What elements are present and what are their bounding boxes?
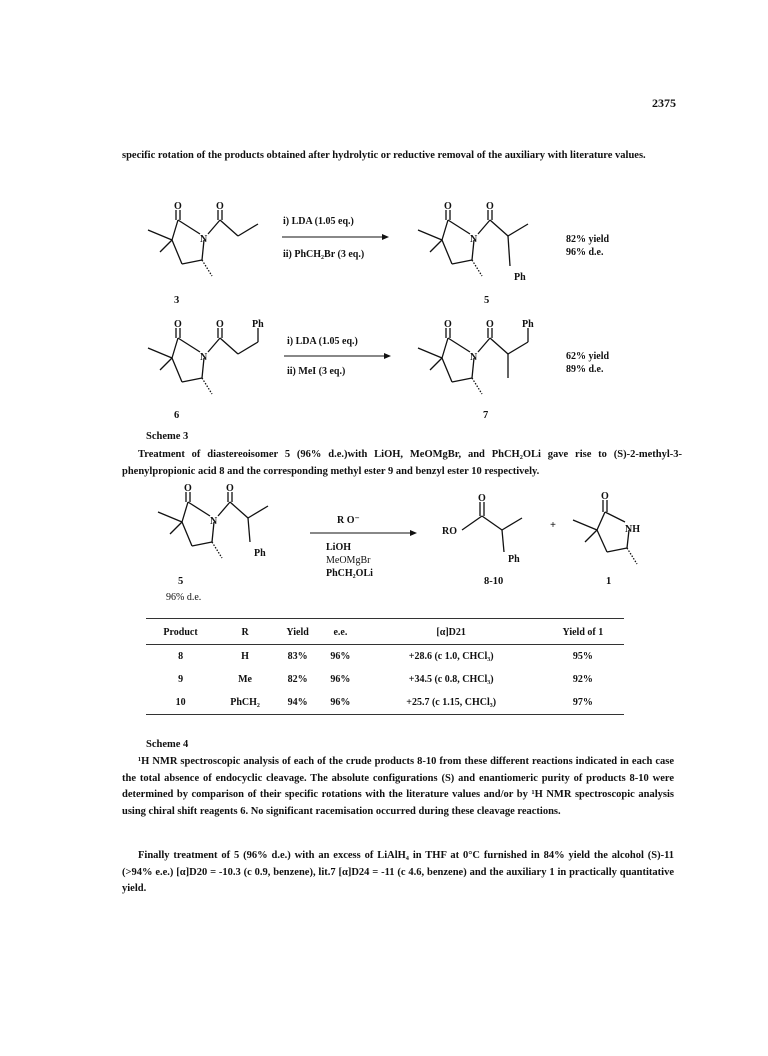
header-yield: Yield	[275, 619, 320, 645]
cell-product: 9	[178, 674, 184, 685]
reaction1-step1: i) LDA (1.05 eq.)	[283, 216, 354, 227]
intro-paragraph: specific rotation of the products obtained after hydrolytic or reductive removal of the auxiliary with literature values.	[122, 150, 646, 161]
atom-n: N	[200, 352, 208, 363]
start-de: 96% d.e.	[166, 592, 202, 603]
reaction1-yield: 82% yield	[566, 234, 610, 245]
table-row	[146, 645, 624, 669]
treatment-text: Treatment of diastereoisomer 5 (96% d.e.)with LiOH, MeOMgBr, and PhCH₂OLi gave rise to (S)-2-methyl-3-phenylpropionic acid 8 and the corresponding methyl ester 9 and benzyl ester 10 respectively.	[122, 449, 682, 477]
atom-o: O	[216, 319, 224, 330]
header-r: R	[215, 619, 275, 645]
reaction2-yield: 62% yield	[566, 351, 610, 362]
final-paragraph	[122, 848, 674, 898]
cell-ee: 96%	[320, 691, 360, 715]
atom-o: O	[174, 319, 182, 330]
cell-rotation: +25.7 (c 1.15, CHCl₃)	[361, 691, 542, 715]
compound-5-structure	[410, 200, 550, 300]
table-header-row	[146, 619, 624, 645]
cell-yield-of-1: 92%	[572, 674, 593, 685]
nmr-text: ¹H NMR spectroscopic analysis of each of the crude products 8-10 from these different reactions indicated in each case the total absence of endocyclic cleavage. The absolute configurations (S) and enantiomeric purity of products 8-10 were determined by comparison of their specific rotations with the literature values and/or by ¹H NMR spectroscopic analysis using chiral shift reagents 6. No significant racemisation occurred during these cleavage reactions.	[122, 756, 674, 817]
cell-rotation: +34.5 (c 0.8, CHCl₃)	[408, 674, 494, 685]
atom-n: N	[470, 352, 478, 363]
cell-r: Me	[238, 674, 252, 685]
atom-o: O	[444, 319, 452, 330]
header-ee: e.e.	[320, 619, 360, 645]
cell-ee: 96%	[330, 674, 351, 685]
cell-product: 8	[178, 651, 184, 662]
product-label-8-10: 8-10	[484, 576, 504, 587]
compound-label-5: 5	[484, 295, 490, 306]
atom-o: O	[216, 201, 224, 212]
page-number: 2375	[652, 96, 676, 110]
reagent-lioh: LiOH	[326, 542, 352, 553]
cell-rotation: +28.6 (c 1.0, CHCl₃)	[408, 651, 494, 662]
atom-ph: Ph	[254, 548, 266, 559]
cell-ee: 96%	[330, 651, 351, 662]
atom-ph: Ph	[514, 272, 526, 283]
cell-yield-of-1: 97%	[542, 691, 624, 715]
reaction1-arrow	[282, 232, 390, 242]
atom-o: O	[184, 483, 192, 494]
cell-yield: 94%	[275, 691, 320, 715]
atom-o: O	[601, 491, 609, 502]
atom-o: O	[174, 201, 182, 212]
atom-o: O	[478, 493, 486, 504]
reaction1-de: 96% d.e.	[566, 247, 604, 258]
reaction1-step2: ii) PhCH₂Br (3 eq.)	[283, 249, 365, 260]
compound-label-3: 3	[174, 295, 180, 306]
cell-yield: 82%	[287, 674, 308, 685]
atom-nh: NH	[625, 524, 640, 535]
atom-o: O	[444, 201, 452, 212]
cell-product: 10	[146, 691, 215, 715]
auxiliary-label-1: 1	[606, 576, 612, 587]
reagent-phch2oli: PhCH₂OLi	[326, 568, 373, 579]
plus-sign: +	[550, 520, 556, 531]
header-product: Product	[146, 619, 215, 645]
table-row	[146, 691, 624, 715]
reaction2-step2: ii) MeI (3 eq.)	[287, 366, 346, 377]
compound-label-6: 6	[174, 410, 180, 421]
reaction2-step1: i) LDA (1.05 eq.)	[287, 336, 358, 347]
reaction2-arrow	[284, 351, 392, 361]
products-8-10-structure	[440, 490, 550, 570]
results-table	[146, 618, 624, 715]
atom-n: N	[200, 234, 208, 245]
reaction3-reagent-top: R O⁻	[337, 515, 360, 526]
final-text: Finally treatment of 5 (96% d.e.) with an excess of LiAlH₄ in THF at 0°C furnished in 84% yield the alcohol (S)-11 (>94% e.e.) [α]D20 = -10.3 (c 0.9, benzene), lit.7 [α]D24 = -11 (c 4.6, benzene) and the auxiliary 1 in practically quantitative yield.	[122, 850, 674, 894]
cell-r: H	[241, 651, 249, 662]
atom-o: O	[486, 319, 494, 330]
compound-5-start-structure	[150, 482, 290, 572]
reaction2-de: 89% d.e.	[566, 364, 604, 375]
compound-6-structure	[140, 318, 280, 408]
reagent-meomgbr: MeOMgBr	[326, 555, 371, 566]
header-yield-of-1: Yield of 1	[542, 619, 624, 645]
header-rotation: [α]D21	[361, 619, 542, 645]
compound-label-5-start: 5	[178, 576, 184, 587]
atom-ph: Ph	[522, 319, 534, 330]
compound-3-structure	[140, 200, 280, 300]
compound-7-structure	[410, 318, 550, 408]
compound-label-7: 7	[483, 410, 489, 421]
treatment-paragraph	[122, 447, 682, 480]
table-row	[146, 668, 624, 691]
atom-n: N	[470, 234, 478, 245]
cell-yield-of-1: 95%	[572, 651, 593, 662]
cell-yield: 83%	[287, 651, 308, 662]
atom-o: O	[486, 201, 494, 212]
atom-ph: Ph	[508, 554, 520, 565]
cell-r: PhCH₂	[215, 691, 275, 715]
reaction3-arrow	[310, 528, 418, 538]
atom-ph: Ph	[252, 319, 264, 330]
scheme4-label: Scheme 4	[146, 739, 189, 750]
atom-o: O	[226, 483, 234, 494]
atom-ro: RO	[442, 526, 457, 537]
scheme3-label: Scheme 3	[146, 431, 189, 442]
atom-n: N	[210, 516, 218, 527]
nmr-paragraph	[122, 754, 674, 820]
auxiliary-1-structure	[565, 490, 665, 570]
